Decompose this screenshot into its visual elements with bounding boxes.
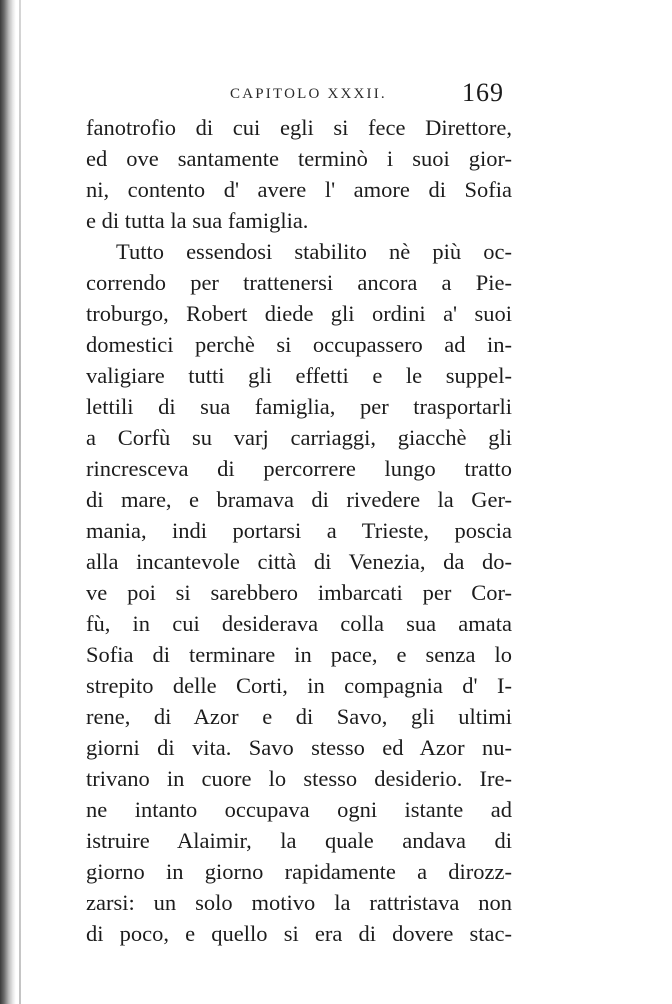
text-line: fù, in cui desiderava colla sua amata bbox=[86, 611, 512, 636]
text-line: troburgo, Robert diede gli ordini a' suoi bbox=[86, 301, 512, 326]
text-line: domestici perchè si occupassero ad in- bbox=[86, 332, 512, 357]
text-line: a Corfù su varj carriaggi, giacchè gli bbox=[86, 425, 512, 450]
text-line: mania, indi portarsi a Trieste, poscia bbox=[86, 518, 512, 543]
text-line: valigiare tutti gli effetti e le suppel- bbox=[86, 363, 512, 388]
text-line: Tutto essendosi stabilito nè più oc- bbox=[116, 239, 512, 264]
text-line: e di tutta la sua famiglia. bbox=[86, 208, 309, 233]
book-spine-shadow bbox=[0, 0, 16, 1004]
text-line: ni, contento d' avere l' amore di Sofia bbox=[86, 177, 512, 202]
body-text bbox=[86, 112, 512, 949]
text-line: ne intanto occupava ogni istante ad bbox=[86, 797, 512, 822]
text-line: istruire Alaimir, la quale andava di bbox=[86, 828, 512, 853]
text-line: ed ove santamente terminò i suoi gior- bbox=[86, 146, 512, 171]
text-line: Sofia di terminare in pace, e senza lo bbox=[86, 642, 512, 667]
text-line: fanotrofio di cui egli si fece Direttore, bbox=[86, 115, 512, 140]
text-line: trivano in cuore lo stesso desiderio. Ire- bbox=[86, 766, 512, 791]
page-gutter-line bbox=[19, 0, 21, 1004]
text-line: zarsi: un solo motivo la rattristava non bbox=[86, 890, 512, 915]
text-line: correndo per trattenersi ancora a Pie- bbox=[86, 270, 512, 295]
text-line: alla incantevole città di Venezia, da do- bbox=[86, 549, 512, 574]
text-line: giorno in giorno rapidamente a dirozz- bbox=[86, 859, 512, 884]
text-line: rene, di Azor e di Savo, gli ultimi bbox=[86, 704, 512, 729]
text-line: ve poi si sarebbero imbarcati per Cor- bbox=[86, 580, 512, 605]
text-line: strepito delle Corti, in compagnia d' I- bbox=[86, 673, 512, 698]
running-head: CAPITOLO XXXII. bbox=[230, 86, 387, 102]
text-line: di poco, e quello si era di dovere stac- bbox=[86, 921, 512, 946]
page-number: 169 bbox=[462, 78, 504, 107]
text-line: di mare, e bramava di rivedere la Ger- bbox=[86, 487, 512, 512]
text-line: rincresceva di percorrere lungo tratto bbox=[86, 456, 512, 481]
text-line: giorni di vita. Savo stesso ed Azor nu- bbox=[86, 735, 512, 760]
text-line: lettili di sua famiglia, per trasportarli bbox=[86, 394, 512, 419]
